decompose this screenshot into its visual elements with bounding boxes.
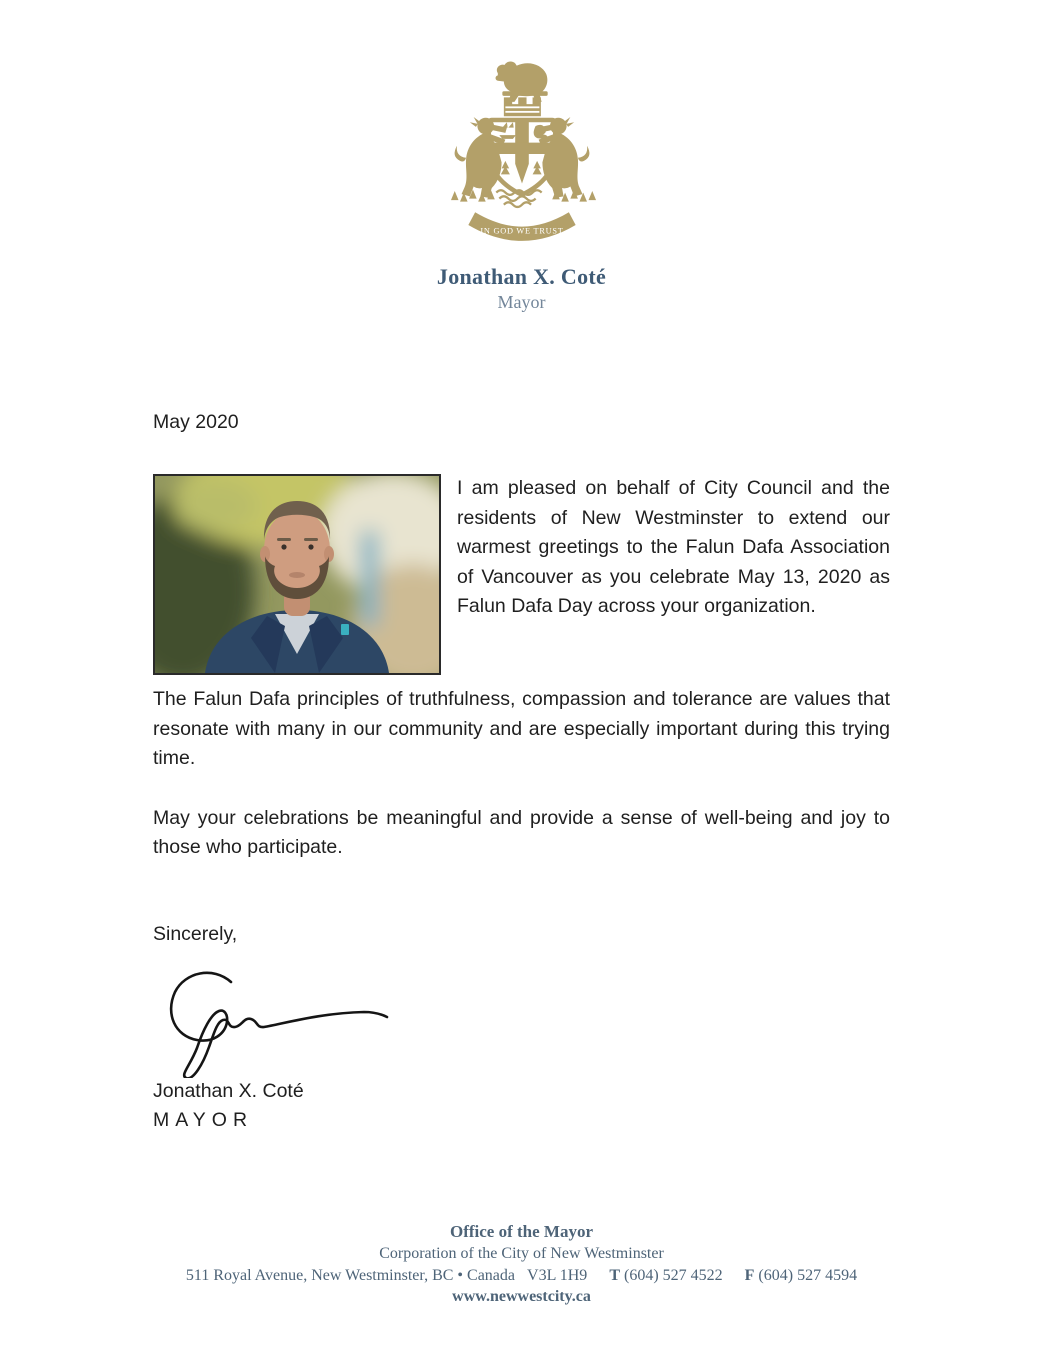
motto-ribbon [468, 212, 575, 241]
letterhead-title: Mayor [497, 292, 546, 312]
footer-website: www.newwestcity.ca [452, 1288, 591, 1305]
signature [161, 968, 397, 1078]
bear-crest-figure [495, 61, 547, 101]
crest-motto: IN GOD WE TRUST [479, 226, 564, 236]
letterhead-name: Jonathan X. Coté [436, 264, 607, 289]
letterhead [0, 0, 1043, 313]
lapel-pin [341, 624, 349, 635]
lion-supporter-left [454, 117, 506, 198]
mural-crown [503, 97, 540, 116]
footer-street: 511 Royal Avenue, New Westminster, BC • Canada [185, 1267, 516, 1284]
footer-fax-label: F [744, 1267, 755, 1284]
footer-corporation: Corporation of the City of New Westminster [379, 1245, 664, 1262]
paragraph-3: May your celebrations be meaningful and provide a sense of well-being and joy to those who participate. [153, 806, 890, 859]
footer-phone: (604) 527 4522 [623, 1267, 723, 1284]
city-crest-icon [438, 52, 606, 250]
mayor-photo [153, 474, 441, 675]
footer-office: Office of the Mayor [449, 1222, 594, 1241]
signer-name: Jonathan X. Coté [153, 1079, 304, 1102]
footer-postal: V3L 1H9 [527, 1267, 588, 1284]
intro-row [153, 474, 890, 675]
paragraph-2: The Falun Dafa principles of truthfulness, compassion and tolerance are values that resonate with many in our community and are especially important during this trying time. [153, 688, 890, 770]
paragraph-1: I am pleased on behalf of City Council and the residents of New Westminster to extend our warmest greetings to the Falun Dafa Association of Vancouver as you celebrate May 13, 2020 as Falun Dafa Day across your organization. [457, 477, 890, 618]
footer-address-line [0, 1267, 1043, 1285]
letter-date: May 2020 [153, 411, 239, 433]
footer [0, 1222, 1043, 1306]
lion-supporter-right [537, 117, 589, 198]
signer-title: MAYOR [153, 1108, 254, 1131]
footer-fax: (604) 527 4594 [758, 1267, 858, 1284]
closing: Sincerely, [153, 922, 238, 945]
footer-phone-label: T [609, 1267, 620, 1284]
letter-body [153, 411, 890, 1132]
